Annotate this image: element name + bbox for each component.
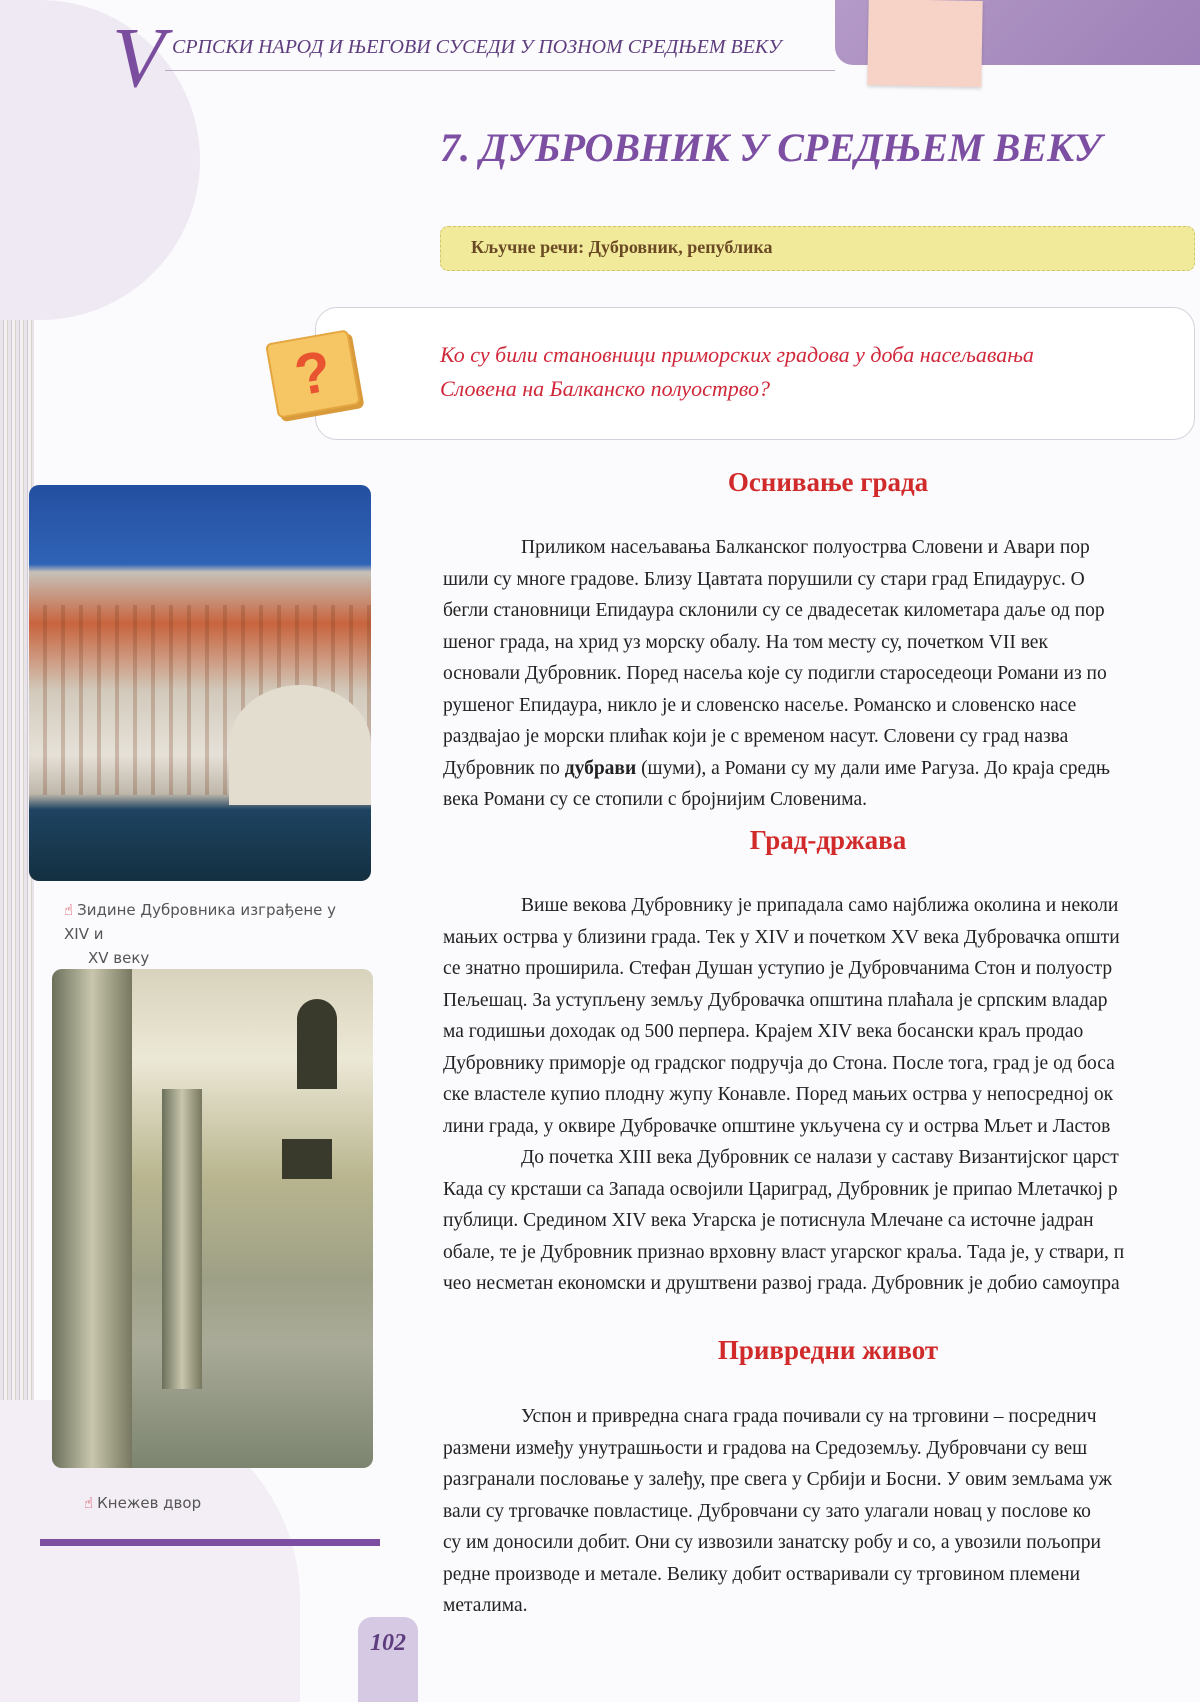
text-line: Када су крсташи са Запада освојили Цариград, Дубровник је припао Млетачкој р bbox=[443, 1178, 1118, 1200]
header-divider bbox=[165, 70, 835, 71]
text-line: чео несметан економски и друштвени развој града. Дубровник је добио самоупра bbox=[443, 1273, 1120, 1294]
text-line: вали су трговачке повластице. Дубровчани су зато улагали новац у послове ко bbox=[443, 1500, 1091, 1522]
text-line: металима. bbox=[443, 1595, 528, 1616]
text-line: раздвајао је морски плићак који је с временом насут. Словени су град назва bbox=[443, 726, 1069, 747]
photo-dubrovnik-walls bbox=[29, 485, 371, 881]
text-line: публици. Средином XIV века Угарска је потиснула Млечане са источне јадран bbox=[443, 1210, 1094, 1231]
text-line: размени између унутрашњости и градова на Средоземљу. Дубровчани су веш bbox=[443, 1437, 1088, 1459]
text-line: Приликом насељавања Балканског полуострва Словени и Авари пор bbox=[521, 537, 1090, 558]
pointing-hand-icon: ☝ bbox=[64, 901, 74, 919]
sidebar-divider bbox=[40, 1539, 380, 1546]
text-line: ске властеле купио плодну жупу Конавле. Поред мањих острва у непосредној ок bbox=[443, 1084, 1114, 1105]
chapter-numeral: V bbox=[112, 9, 165, 105]
text-line: се знатно проширила. Стефан Душан уступио је Дубровчанима Стон и полуостр bbox=[443, 958, 1113, 979]
text-line: бегли становници Епидаура склонили су се двадесетак километара даље од пор bbox=[443, 600, 1105, 621]
text-line: Пељешац. За уступљену земљу Дубровачка општина плаћала је српским владар bbox=[443, 989, 1108, 1011]
text-line: До почетка XIII века Дубровник се налази у саставу Византијског царст bbox=[521, 1147, 1119, 1168]
figure-caption: ☝ Кнежев двор bbox=[84, 1494, 202, 1512]
text-line: су им доносили добит. Они су извозили занатску робу и со, а увозили пољопри bbox=[443, 1532, 1101, 1553]
section-body-founding bbox=[443, 532, 1188, 816]
text-line: обале, те је Дубровник признао врховну власт угарског краља. Тада је, у ствари, п bbox=[443, 1241, 1125, 1263]
text-line: Више векова Дубровнику је припадала само најближа околина и неколи bbox=[521, 895, 1119, 916]
text-line: шили су многе градове. Близу Цавтата порушили су стари град Епидаурус. О bbox=[443, 568, 1085, 590]
text-line: Дубровнику приморје од градског подручја до Стона. После тога, град је од боса bbox=[443, 1052, 1115, 1074]
text-line: века Романи су се стопили с бројнијим Словенима. bbox=[443, 789, 867, 810]
intro-question bbox=[440, 338, 1180, 406]
section-heading-economy: Привредни живот bbox=[717, 1335, 939, 1365]
text-line: редне производе и метале. Велику добит остваривали су трговином племени bbox=[443, 1563, 1081, 1585]
text-line: Успон и привредна снага града почивали су на трговини – посреднич bbox=[521, 1406, 1097, 1427]
section-body-economy bbox=[443, 1401, 1188, 1622]
text-line: Дубровник по дубрави (шуми), а Романи су му дали име Рагуза. До краја средњ bbox=[443, 757, 1110, 779]
question-mark-icon: ? bbox=[265, 329, 361, 418]
text-line: рушеног Епидаура, никло је и словенско насеље. Романско и словенско насе bbox=[443, 694, 1077, 716]
lesson-title: 7. ДУБРОВНИК У СРЕДЊЕМ ВЕКУ bbox=[440, 125, 1102, 170]
chapter-title: СРПСКИ НАРОД И ЊЕГОВИ СУСЕДИ У ПОЗНОМ СРЕДЊЕМ ВЕКУ bbox=[172, 36, 782, 58]
photo-rectors-palace bbox=[52, 969, 373, 1468]
text-line: разгранали пословање у залеђу, пре свега у Србији и Босни. У овим земљама уж bbox=[443, 1469, 1113, 1490]
text-line: основали Дубровник. Поред насеља које су подигли староседеоци Романи из по bbox=[443, 663, 1107, 684]
question-line: Словена на Балканско полуострво? bbox=[440, 376, 771, 401]
page-number: 102 bbox=[370, 1630, 406, 1656]
pointing-hand-icon: ☝ bbox=[84, 1494, 94, 1512]
keywords-bar: Кључне речи: Дубровник, република bbox=[440, 226, 1195, 271]
text-line: ма годишњи доходак од 500 перпера. Крајем XIV века босански краљ продао bbox=[443, 1021, 1084, 1042]
figure-caption: ☝ Зидине Дубровника изграђене у XIV и XV веку bbox=[64, 901, 336, 967]
decorative-circle bbox=[0, 0, 200, 320]
text-line: мањих острва у близини града. Тек у XIV и почетком XV века Дубровачка општи bbox=[443, 926, 1120, 948]
question-line: Ко су били становници приморских градова у доба насељавања bbox=[440, 342, 1034, 367]
text-line: шеног града, на хрид уз морску обалу. На том месту су, почетком VII век bbox=[443, 631, 1048, 653]
section-heading-founding: Оснивање града bbox=[727, 467, 929, 497]
text-line: лини града, у оквире Дубровачке општине укључена су и острва Мљет и Ластов bbox=[443, 1115, 1111, 1137]
section-body-city-state bbox=[443, 890, 1188, 1300]
section-heading-city-state: Град-држава bbox=[749, 825, 907, 855]
sticky-note bbox=[867, 0, 982, 87]
